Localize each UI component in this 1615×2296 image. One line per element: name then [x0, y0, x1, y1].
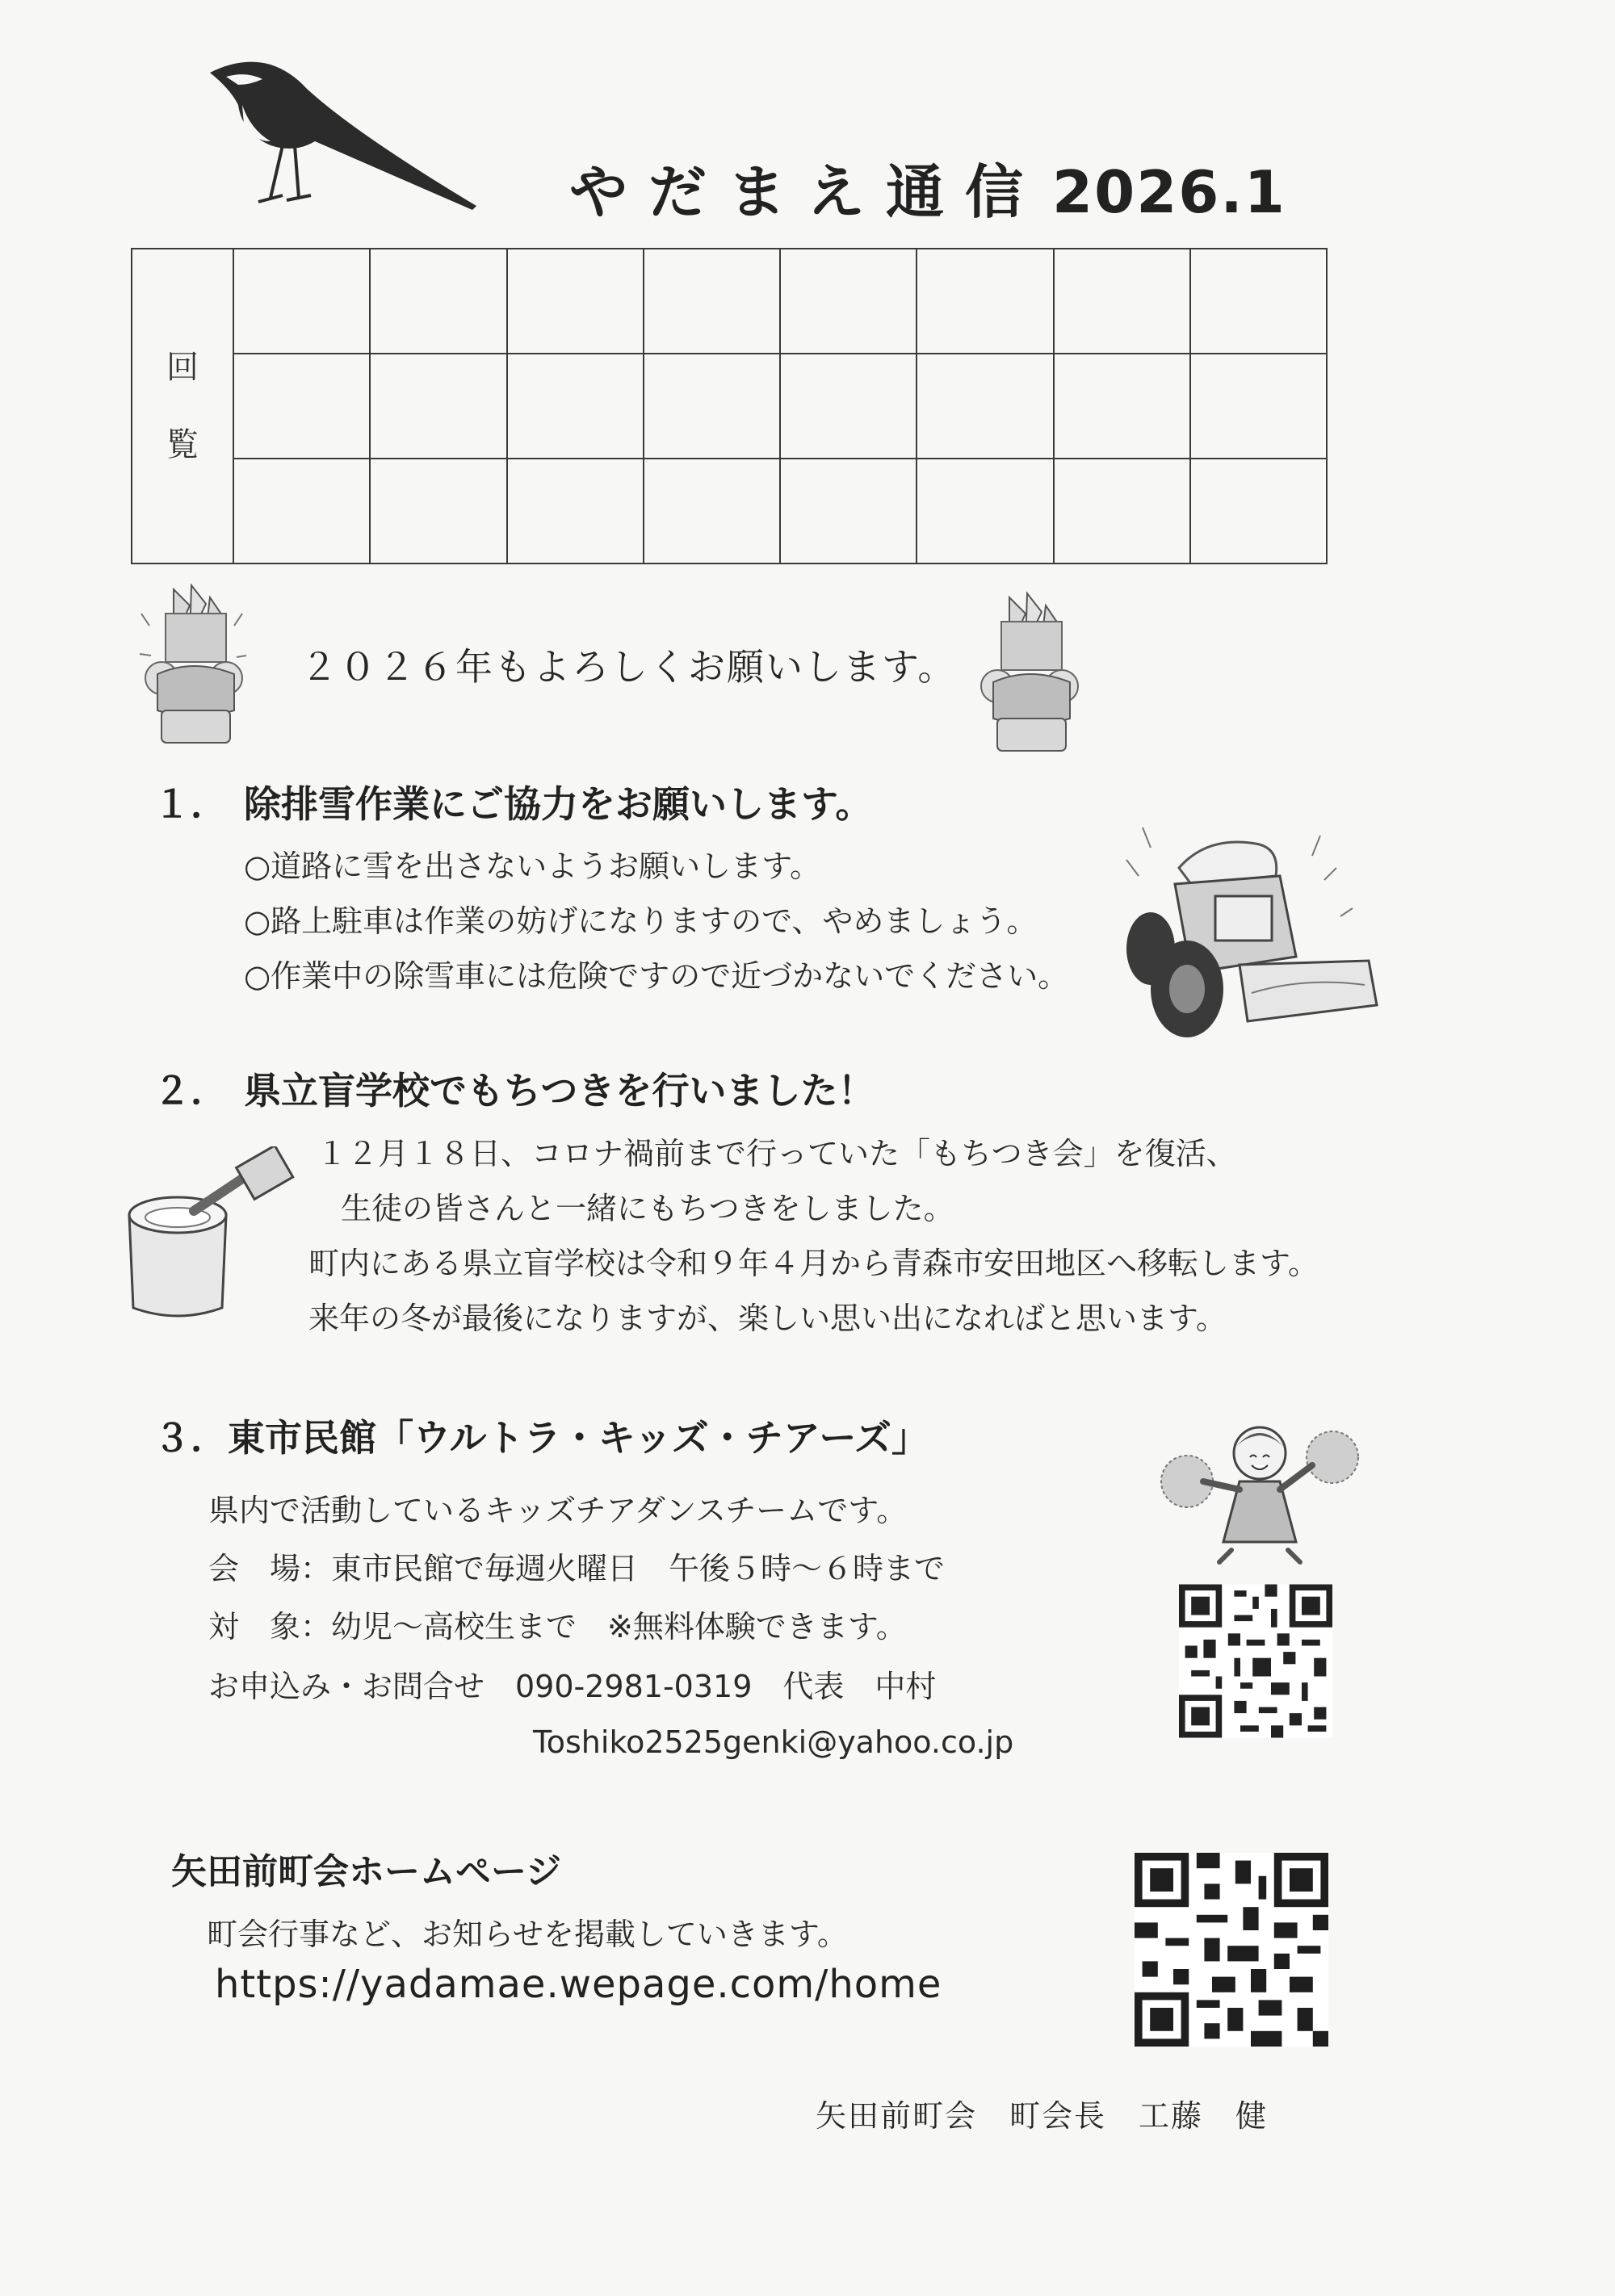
stamp-cell: [507, 354, 644, 459]
section-1-number: １．: [153, 782, 228, 826]
stamp-cell: [233, 249, 370, 354]
snowplow-icon: [1118, 819, 1385, 1078]
stamp-cell: [917, 249, 1053, 354]
section-2-title: 県立盲学校でもちつきを行いました！: [244, 1069, 875, 1112]
issue-number: 2026.1: [1052, 158, 1286, 226]
stamp-cell: [644, 354, 780, 459]
stamp-cell: [644, 459, 780, 564]
stamp-cell: [917, 354, 1053, 459]
section-2-line: 町内にある県立盲学校は令和９年４月から青森市安田地区へ移転します。: [308, 1246, 1319, 1281]
circulation-label-char-2: 覧: [166, 426, 199, 463]
section-2-line: 来年の冬が最後になりますが、楽しい思い出になればと思います。: [308, 1301, 1227, 1336]
stamp-cell: [1054, 459, 1190, 564]
stamp-cell: [1054, 249, 1190, 354]
section-1-title: 除排雪作業にご協力をお願いします。: [244, 782, 873, 826]
mochi-pounding-icon: [113, 1146, 307, 1324]
stamp-cell: [780, 249, 917, 354]
stamp-cell: [780, 459, 917, 564]
title-text: やだまえ通信: [569, 158, 1045, 226]
section-2-line: 生徒の皆さんと一緒にもちつきをしました。: [341, 1191, 954, 1226]
cheerleader-icon: [1155, 1413, 1365, 1566]
stamp-cell: [644, 249, 780, 354]
section-1-line: ○作業中の除雪車には危険ですので近づかないでください。: [244, 958, 1069, 994]
stamp-cell: [507, 249, 644, 354]
stamp-cell: [1054, 354, 1190, 459]
circulation-stamp-grid: [131, 248, 1328, 564]
kadomatsu-icon: [133, 581, 254, 751]
stamp-cell: [1190, 459, 1327, 564]
stamp-cell: [233, 354, 370, 459]
signature-line: 矢田前町会 町会長 工藤 健: [816, 2098, 1269, 2134]
stamp-cell: [233, 459, 370, 564]
stamp-cell: [1190, 249, 1327, 354]
homepage-url-link[interactable]: https://yadamae.wepage.com/home: [215, 1962, 942, 2007]
section-2-number: ２．: [153, 1069, 228, 1112]
newsletter-title: [569, 145, 1286, 229]
stamp-cell: [917, 459, 1053, 564]
new-year-greeting: ２０２６年もよろしくお願いします。: [300, 645, 957, 689]
section-3-title: ３．東市民館「ウルトラ・キッズ・チアーズ」: [153, 1416, 929, 1460]
stamp-cell: [370, 249, 506, 354]
stamp-cell: [507, 459, 644, 564]
stamp-cell: [370, 459, 506, 564]
section-3-line: 対 象：幼児～高校生まで ※無料体験できます。: [208, 1609, 907, 1644]
section-3-line: 県内で活動しているキッズチアダンスチームです。: [208, 1493, 908, 1528]
section-3-line: 会 場：東市民館で毎週火曜日 午後５時～６時まで: [208, 1551, 946, 1586]
section-1-line: ○道路に雪を出さないようお願いします。: [244, 848, 821, 884]
stamp-cell: [1190, 354, 1327, 459]
kadomatsu-icon: [969, 589, 1090, 759]
qr-code-icon[interactable]: [1179, 1582, 1332, 1740]
contact-email[interactable]: Toshiko2525genki@yahoo.co.jp: [533, 1724, 1014, 1760]
circulation-label-char-1: 回: [166, 349, 199, 386]
section-1-line: ○路上駐車は作業の妨げになりますので、やめましょう。: [244, 903, 1038, 939]
section-3-contact: お申込み・お問合せ 090-2981-0319 代表 中村: [208, 1669, 937, 1704]
wagtail-bird-icon: [194, 57, 484, 234]
stamp-cell: [370, 354, 506, 459]
section-2-line: １２月１８日、コロナ禍前まで行っていた「もちつき会」を復活、: [317, 1136, 1237, 1171]
homepage-title: 矢田前町会ホームページ: [171, 1851, 562, 1892]
stamp-cell: [780, 354, 917, 459]
circulation-label: [132, 249, 233, 564]
qr-code-icon[interactable]: [1135, 1853, 1328, 2047]
homepage-description: 町会行事など、お知らせを掲載していきます。: [207, 1917, 848, 1952]
